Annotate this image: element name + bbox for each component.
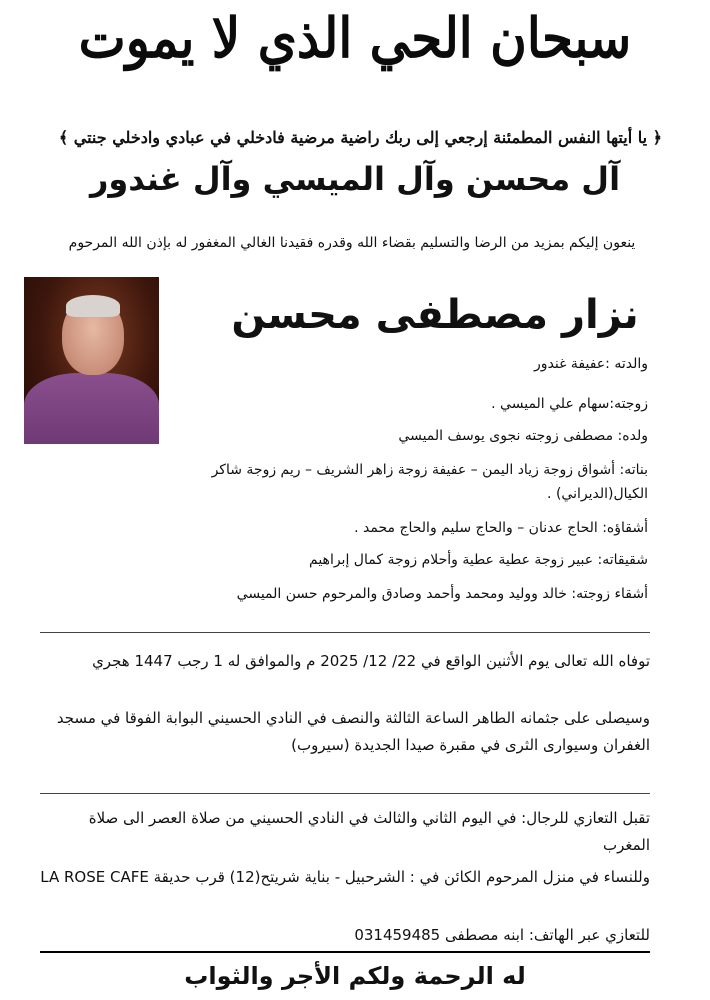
phone-condolences: للتعازي عبر الهاتف: ابنه مصطفى 031459485 — [354, 926, 650, 944]
relative-daughters: بناته: أشواق زوجة زياد اليمن – عفيفة زوجة زاهر الشريف – ريم زوجة شاكر الكيال(الديراني) . — [211, 462, 648, 502]
relative-wife-siblings: أشقاء زوجته: خالد ووليد ومحمد وأحمد وصادق والمرحوم حسن الميسي — [236, 586, 648, 602]
condolences-women: وللنساء في منزل المرحوم الكائن في : الشرحبيل - بناية شريتح(12) قرب حديقة LA ROSE CAFE — [40, 868, 650, 886]
deceased-name: نزار مصطفى محسن — [231, 292, 639, 338]
death-notice: توفاه الله تعالى يوم الأثنين الواقع في 22/ 12/ 2025 م والموافق له 1 رجب 1447 هجري — [92, 652, 650, 670]
closing-line: له الرحمة ولكم الأجر والثواب — [184, 962, 526, 990]
photo-hair — [66, 295, 120, 317]
quran-verse: ﴿ يا أيتها النفس المطمئنة إرجعي إلى ربك راضية مرضية فادخلي في عبادي وادخلي جنتي ﴾ — [58, 128, 662, 147]
deceased-photo — [24, 277, 159, 444]
photo-shirt — [24, 373, 159, 444]
relative-wife: زوجته:سهام علي الميسي . — [491, 396, 648, 412]
relative-mother: والدته :عفيفة غندور — [534, 356, 648, 372]
divider-3 — [40, 951, 650, 953]
divider-2 — [40, 793, 650, 794]
intro-text: ينعون إليكم بمزيد من الرضا والتسليم بقضاء الله وقدره فقيدنا الغالي المغفور له بإذن الله المرحوم — [68, 235, 636, 251]
relative-son: ولده: مصطفى زوجته نجوى يوسف الميسي — [398, 428, 648, 444]
divider-1 — [40, 632, 650, 633]
families-title: آل محسن وآل الميسي وآل غندور — [89, 160, 621, 198]
relative-brothers: أشقاؤه: الحاج عدنان – والحاج سليم والحاج محمد . — [354, 520, 648, 536]
calligraphy-header: سبحان الحي الذي لا يموت — [78, 5, 632, 70]
relative-sisters: شقيقاته: عبير زوجة عطية عطية وأحلام زوجة كمال إبراهيم — [309, 552, 648, 568]
condolences-men: تقبل التعازي للرجال: في اليوم الثاني والثالث في النادي الحسيني من صلاة العصر الى صلاة المغرب — [88, 809, 650, 854]
funeral-prayer: وسيصلى على جثمانه الطاهر الساعة الثالثة والنصف في النادي الحسيني البوابة الفوقا في مسجد الغفران وسيوارى الثرى في مقبرة صيدا الجديدة (سيروب) — [56, 709, 650, 754]
